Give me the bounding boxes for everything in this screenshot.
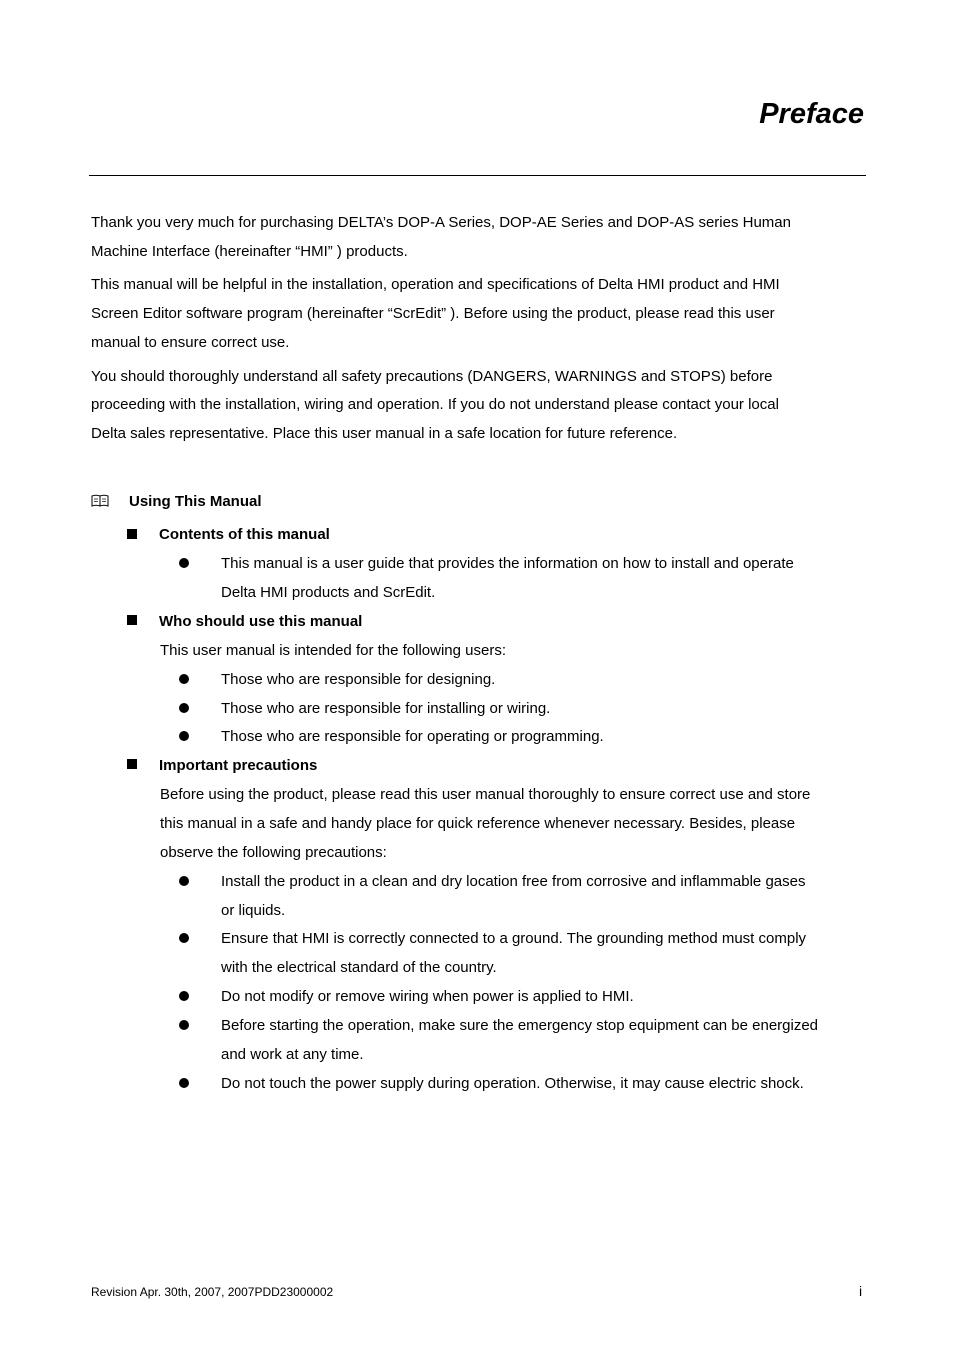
who-heading: Who should use this manual: [159, 613, 363, 630]
round-bullet-icon: [179, 731, 189, 741]
who-bullet-2: Those who are responsible for installing or wiring.: [221, 700, 551, 717]
intro-p3-line1: You should thoroughly understand all safety precautions (DANGERS, WARNINGS and STOPS) before: [91, 368, 773, 385]
who-bullet-1: Those who are responsible for designing.: [221, 671, 496, 688]
round-bullet-icon: [179, 933, 189, 943]
who-bullet-3: Those who are responsible for operating or programming.: [221, 728, 604, 745]
footer-revision: Revision Apr. 30th, 2007, 2007PDD23000002: [91, 1285, 334, 1299]
precautions-intro-line3: observe the following precautions:: [160, 844, 387, 861]
precaution-1-line2: or liquids.: [221, 902, 286, 919]
intro-p2-line1: This manual will be helpful in the installation, operation and specifications of Delta HMI product and HMI: [91, 276, 780, 293]
intro-p2-line2: Screen Editor software program (hereinafter “ScrEdit” ). Before using the product, please read this user: [91, 305, 775, 322]
precautions-heading: Important precautions: [159, 757, 318, 774]
round-bullet-icon: [179, 1020, 189, 1030]
precaution-2-line1: Ensure that HMI is correctly connected to a ground. The grounding method must comply: [221, 930, 807, 947]
square-bullet-icon: [127, 615, 137, 625]
round-bullet-icon: [179, 991, 189, 1001]
precaution-4-line2: and work at any time.: [221, 1046, 364, 1063]
book-icon: [91, 494, 109, 508]
header-rule: [89, 175, 866, 176]
round-bullet-icon: [179, 876, 189, 886]
precaution-3-line1: Do not modify or remove wiring when power is applied to HMI.: [221, 988, 634, 1005]
round-bullet-icon: [179, 558, 189, 568]
round-bullet-icon: [179, 703, 189, 713]
page-title: Preface: [759, 98, 864, 130]
round-bullet-icon: [179, 1078, 189, 1088]
precaution-1-line1: Install the product in a clean and dry location free from corrosive and inflammable gases: [221, 873, 806, 890]
square-bullet-icon: [127, 759, 137, 769]
square-bullet-icon: [127, 529, 137, 539]
precaution-4-line1: Before starting the operation, make sure the emergency stop equipment can be energized: [221, 1017, 819, 1034]
who-intro: This user manual is intended for the following users:: [160, 642, 507, 659]
intro-p1-line2: Machine Interface (hereinafter “HMI” ) products.: [91, 243, 408, 260]
contents-heading: Contents of this manual: [159, 526, 330, 543]
intro-p2-line3: manual to ensure correct use.: [91, 334, 290, 351]
precaution-2-line2: with the electrical standard of the country.: [221, 959, 497, 976]
round-bullet-icon: [179, 674, 189, 684]
precaution-5-line1: Do not touch the power supply during operation. Otherwise, it may cause electric shock.: [221, 1075, 804, 1092]
footer-page-number: i: [859, 1283, 863, 1299]
contents-bullet-line2: Delta HMI products and ScrEdit.: [221, 584, 436, 601]
precautions-intro-line2: this manual in a safe and handy place for quick reference whenever necessary. Besides, please: [160, 815, 796, 832]
intro-p3-line2: proceeding with the installation, wiring and operation. If you do not understand please contact your local: [91, 396, 779, 413]
section-heading: Using This Manual: [129, 493, 262, 510]
intro-p1-line1: Thank you very much for purchasing DELTA’s DOP-A Series, DOP-AE Series and DOP-AS series Human: [91, 214, 791, 231]
contents-bullet-line1: This manual is a user guide that provides the information on how to install and operate: [221, 555, 794, 572]
precautions-intro-line1: Before using the product, please read this user manual thoroughly to ensure correct use and store: [160, 786, 811, 803]
intro-p3-line3: Delta sales representative. Place this user manual in a safe location for future reference.: [91, 425, 678, 442]
